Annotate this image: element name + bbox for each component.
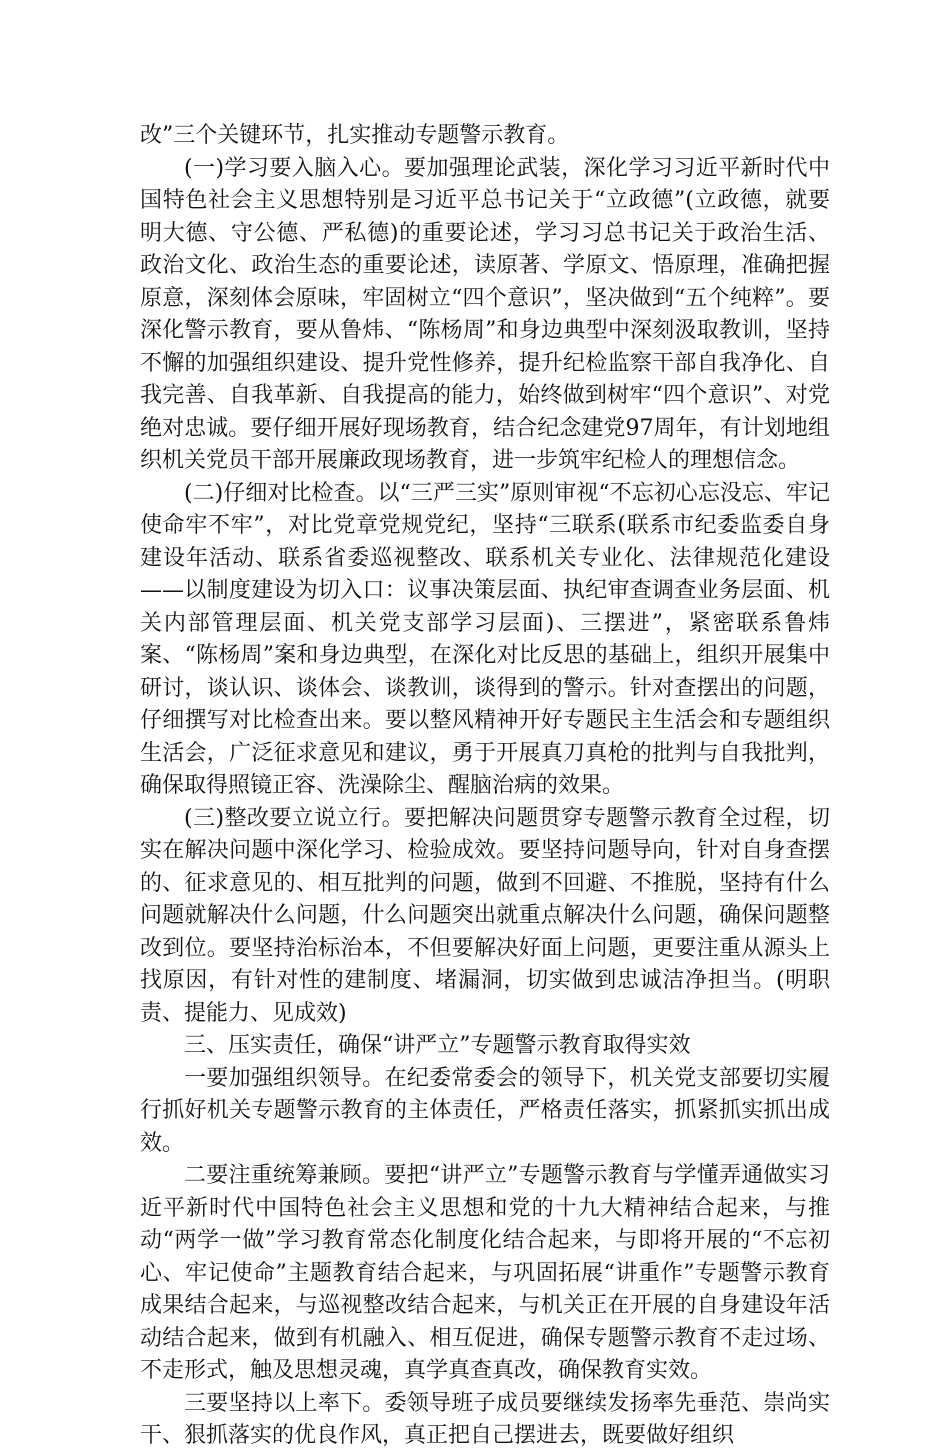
paragraph-example: 三要坚持以上率下。委领导班子成员要继续发扬率先垂范、崇尚实干、狠抓落实的优良作风，真正把自己摆进去，既要做好组织 (140, 1390, 830, 1448)
paragraph-coordination: 二要注重统筹兼顾。要把“讲严立”专题警示教育与学懂弄通做实习近平新时代中国特色社会主义思想和党的十九大精神结合起来，与推动“两学一做”学习教育常态化制度化结合起来，与即将开展的“不忘初心、牢记使命”主题教育结合起来，与巩固拓展“讲重作”专题警示教育成果结合起来，与巡视整改结合起来，与机关正在开展的自身建设年活动结合起来，做到有机融入、相互促进，确保专题警示教育不走过场、不走形式，触及思想灵魂，真学真查真改，确保教育实效。 (140, 1163, 830, 1383)
paragraph-rectify: (三)整改要立说立行。要把解决问题贯穿专题警示教育全过程，切实在解决问题中深化学习、检验成效。要坚持问题导向，针对自身查摆的、征求意见的、相互批判的问题，做到不回避、不推脱，坚持有什么问题就解决什么问题，什么问题突出就重点解决什么问题，确保问题整改到位。要坚持治标治本，不但要解决好面上问题，更要注重从源头上找原因，有针对性的建制度、堵漏洞，切实做到忠诚洁净担当。(明职责、提能力、见成效) (140, 805, 830, 1026)
paragraph-leadership: 一要加强组织领导。在纪委常委会的领导下，机关党支部要切实履行抓好机关专题警示教育的主体责任，严格责任落实，抓紧抓实抓出成效。 (140, 1065, 830, 1156)
paragraph-continuation: 改”三个关键环节，扎实推动专题警示教育。 (140, 123, 570, 148)
paragraph-check: (二)仔细对比检查。以“三严三实”原则审视“不忘初心忘没忘、牢记使命牢不牢”，对比党章党规党纪，坚持“三联系(联系市纪委监委自身建设年活动、联系省委巡视整改、联系机关专业化、法律规范化建设——以制度建设为切入口：议事决策层面、执纪审查调查业务层面、机关内部管理层面、机关党支部学习层面)、三摆进”，紧密联系鲁炜案、“陈杨周”案和身边典型，在深化对比反思的基础上，组织开展集中研讨，谈认识、谈体会、谈教训，谈得到的警示。针对查摆出的问题，仔细撰写对比检查出来。要以整风精神开好专题民主生活会和专题组织生活会，广泛征求意见和建议，勇于开展真刀真枪的批判与自我批判，确保取得照镜正容、洗澡除尘、醒脑治病的效果。 (140, 480, 830, 798)
section-heading: 三、压实责任，确保“讲严立”专题警示教育取得实效 (184, 1033, 691, 1058)
paragraph-study: (一)学习要入脑入心。要加强理论武装，深化学习习近平新时代中国特色社会主义思想特别是习近平总书记关于“立政德”(立政德，就要明大德、守公德、严私德)的重要论述，学习习总书记关于政治生活、政治文化、政治生态的重要论述，读原著、学原文、悟原理，准确把握原意，深刻体会原味，牢固树立“四个意识”，坚决做到“五个纯粹”。要深化警示教育，要从鲁炜、“陈杨周”和身边典型中深刻汲取教训，坚持不懈的加强组织建设、提升党性修养，提升纪检监察干部自我净化、自我完善、自我革新、自我提高的能力，始终做到树牢“四个意识”、对党绝对忠诚。要仔细开展好现场教育，结合纪念建党97周年，有计划地组织机关党员干部开展廉政现场教育，进一步筑牢纪检人的理想信念。 (140, 155, 830, 473)
document-page (140, 120, 830, 1453)
